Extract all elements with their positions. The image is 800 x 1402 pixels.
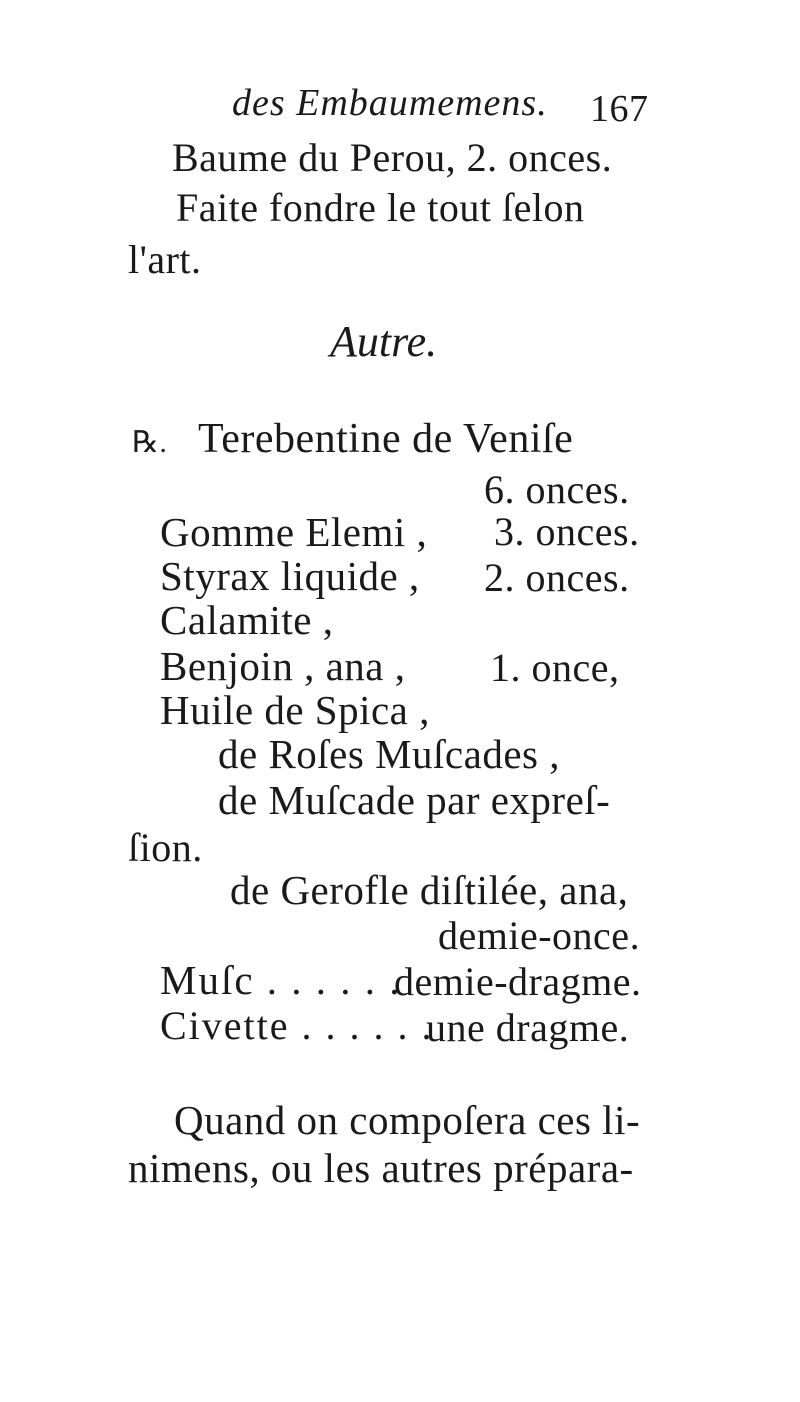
running-title: des Embaumemens. [232, 82, 548, 124]
recipe-quantity: 1. once, [490, 645, 620, 690]
recipe-quantity: 6. onces. [484, 467, 630, 512]
recipe-line: Calamite , [160, 597, 334, 643]
paragraph-line: Quand on compoſera ces li- [174, 1097, 641, 1143]
recipe-line: Styrax liquide , [160, 553, 420, 599]
recipe-quantity: demie-dragme. [394, 959, 642, 1004]
recipe-line: Civette . . . . . . [160, 1003, 434, 1048]
text-line: l'art. [128, 237, 202, 282]
recipe-quantity: 2. onces. [484, 555, 630, 600]
recipe-line: Huile de Spica , [160, 687, 430, 733]
recipe-line: Terebentine de Veniſe [198, 416, 574, 462]
text-line: Faite fondre le tout ſelon [176, 185, 585, 230]
recipe-line: de Muſcade par expreſ- [218, 777, 611, 823]
recipe-line: de Gerofle diſtilée, ana, [230, 867, 629, 913]
recipe-line: Benjoin , ana , [160, 643, 406, 689]
paragraph-line: nimens, ou les autres prépara- [128, 1145, 634, 1191]
page-number: 167 [590, 88, 649, 130]
recipe-symbol: ℞. [132, 426, 168, 459]
recipe-line: ſion. [128, 825, 203, 870]
recipe-quantity: demie-once. [438, 913, 641, 958]
recipe-quantity: une dragme. [426, 1005, 630, 1050]
recipe-line: de Roſes Muſcades , [218, 731, 560, 777]
recipe-quantity: 3. onces. [494, 509, 640, 554]
recipe-line: Gomme Elemi , [160, 509, 428, 555]
text-line: Baume du Perou, 2. onces. [172, 135, 613, 180]
section-heading: Autre. [330, 317, 438, 366]
recipe-line: Muſc . . . . . . [160, 957, 402, 1003]
